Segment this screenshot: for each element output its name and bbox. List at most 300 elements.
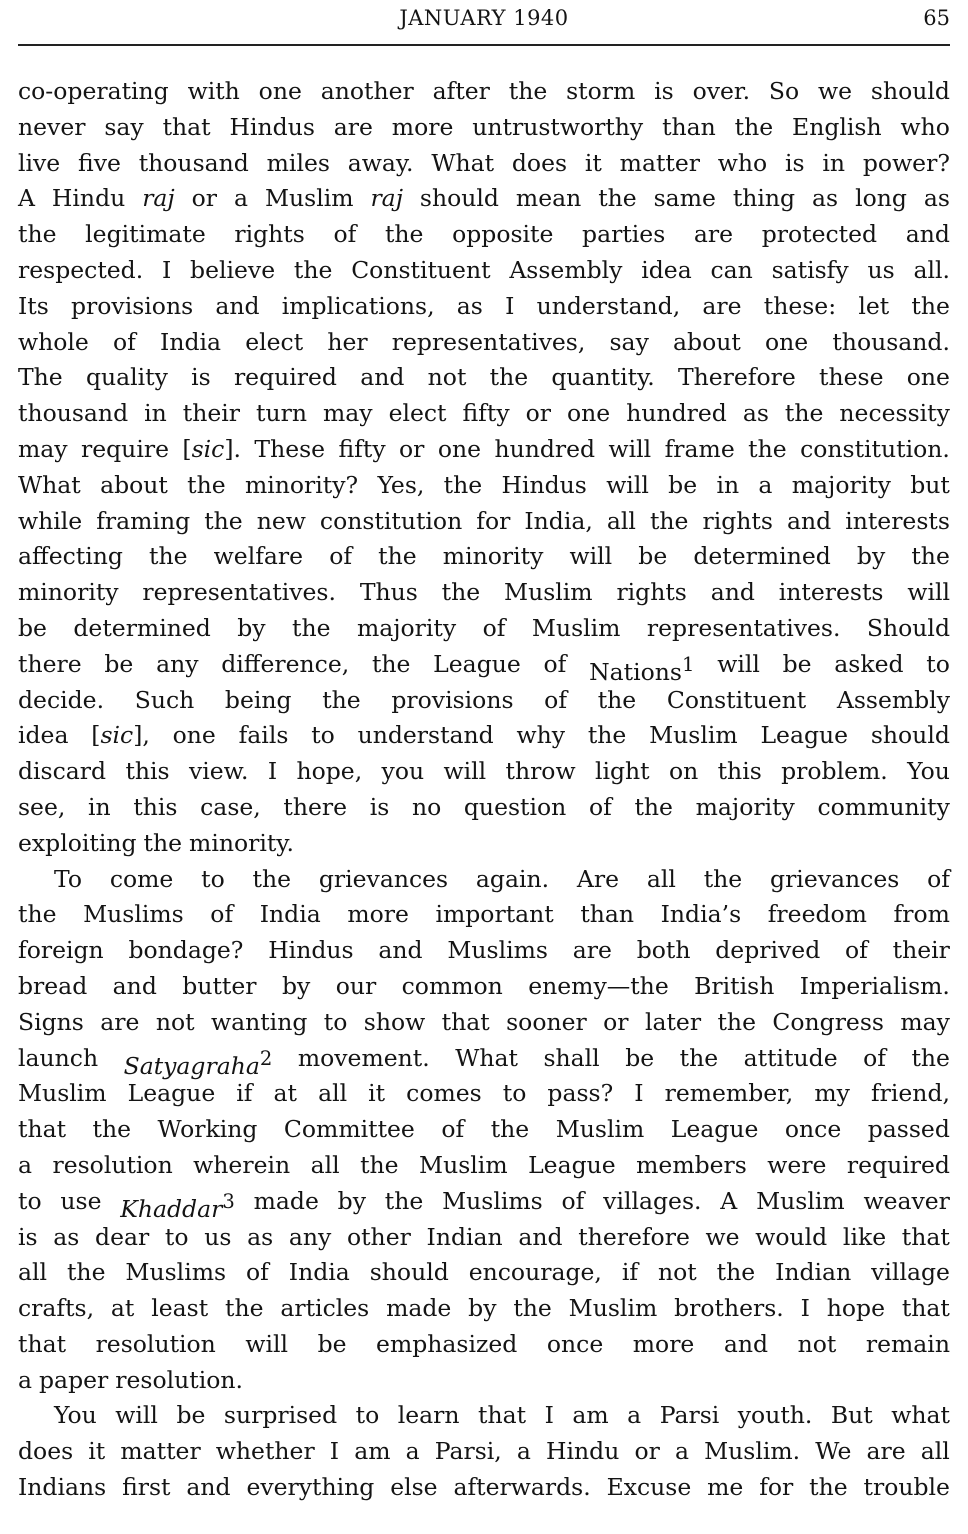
- text: will: [606, 470, 649, 499]
- text: elect: [245, 327, 304, 356]
- text: British: [694, 971, 775, 1000]
- word: [513, 1291, 552, 1327]
- text: this: [717, 757, 762, 786]
- text: no: [411, 792, 442, 821]
- text: grievances: [318, 864, 449, 893]
- text: Yes,: [377, 470, 425, 499]
- text-line: [18, 504, 950, 540]
- word: [863, 1041, 886, 1077]
- text: of: [863, 1043, 886, 1072]
- word: [866, 1327, 950, 1363]
- word: [358, 718, 494, 754]
- text: I: [634, 1079, 644, 1108]
- word: [512, 146, 567, 182]
- word: [718, 754, 762, 790]
- word: [444, 468, 483, 504]
- text: representatives.: [646, 613, 841, 642]
- word: [582, 217, 665, 253]
- word: [224, 1398, 337, 1434]
- word: [428, 360, 467, 396]
- footnote-marker: 3: [222, 1189, 235, 1213]
- text: that: [901, 1294, 950, 1323]
- word: [88, 1434, 105, 1470]
- word: [100, 468, 168, 504]
- text: Indian: [426, 1222, 503, 1251]
- word: [322, 683, 361, 719]
- word: [204, 504, 243, 540]
- word: [239, 718, 289, 754]
- word: [758, 468, 772, 504]
- text: Parsi: [659, 1401, 720, 1430]
- word: [900, 1005, 950, 1041]
- text: idea: [18, 721, 69, 750]
- word: [662, 110, 716, 146]
- word: [562, 1184, 585, 1220]
- text: afterwards.: [453, 1473, 591, 1502]
- word: [204, 1220, 231, 1256]
- word: [254, 432, 325, 468]
- word: [891, 1398, 950, 1434]
- word: [863, 1184, 949, 1220]
- word: [319, 862, 448, 898]
- text-line: [18, 1363, 950, 1399]
- word: [609, 432, 652, 468]
- word: [113, 325, 136, 361]
- text: the: [717, 1007, 756, 1036]
- text: are: [572, 936, 612, 965]
- text: pass?: [547, 1079, 614, 1108]
- word: [88, 790, 111, 826]
- text: grievances: [770, 864, 900, 893]
- text: a: [758, 470, 773, 499]
- text: that: [162, 112, 211, 141]
- text: [: [182, 434, 192, 463]
- text: both: [636, 936, 691, 965]
- text: one: [906, 363, 950, 392]
- word: [245, 1327, 288, 1363]
- word: [18, 396, 128, 432]
- text: Congress: [772, 1007, 884, 1036]
- text: or: [191, 184, 218, 213]
- word: [18, 1291, 94, 1327]
- word: [491, 1112, 530, 1148]
- text: and: [378, 936, 423, 965]
- text: the: [18, 220, 57, 249]
- word: [246, 1255, 269, 1291]
- text: as: [247, 1222, 274, 1251]
- text: opposite: [452, 220, 554, 249]
- text: by: [337, 1186, 366, 1215]
- word: [547, 1076, 613, 1112]
- text: and: [112, 971, 157, 1000]
- word: [855, 181, 907, 217]
- text: League: [760, 721, 849, 750]
- word: [257, 504, 306, 540]
- word: [18, 1220, 38, 1256]
- text: the: [716, 1258, 756, 1287]
- text: by: [237, 613, 266, 642]
- text: would: [755, 1222, 828, 1251]
- text: more: [347, 900, 409, 929]
- text: should: [419, 184, 499, 213]
- text-line: [18, 1148, 950, 1184]
- text: ].: [224, 434, 241, 463]
- text: asked: [834, 649, 904, 678]
- word: [702, 289, 741, 325]
- text: will: [245, 1329, 289, 1358]
- word: [907, 360, 950, 396]
- word: [755, 1220, 827, 1256]
- word: [18, 432, 68, 468]
- word: [115, 1398, 158, 1434]
- word: [900, 110, 949, 146]
- text: the: [18, 900, 57, 929]
- text: friend,: [870, 1079, 950, 1108]
- text: the: [748, 434, 787, 463]
- text-line: [18, 1398, 950, 1434]
- text: the: [378, 542, 417, 571]
- word: [216, 1434, 315, 1470]
- word: [311, 718, 335, 754]
- word: [625, 1041, 654, 1077]
- text: will: [115, 1401, 158, 1430]
- text: in: [88, 792, 111, 821]
- word: [509, 74, 548, 110]
- word: [634, 1076, 643, 1112]
- word: [867, 611, 950, 647]
- text-line: [18, 1076, 950, 1112]
- text: English: [792, 112, 882, 141]
- text: over.: [692, 77, 751, 105]
- word: [620, 146, 700, 182]
- word: [769, 74, 799, 110]
- text: on: [668, 757, 699, 786]
- text: butter: [182, 971, 257, 1000]
- text: case,: [200, 792, 261, 821]
- text: not: [657, 1258, 697, 1287]
- word: [370, 790, 390, 826]
- text: of: [329, 542, 353, 571]
- text-line: [18, 1184, 950, 1223]
- text: rights: [616, 578, 687, 607]
- text: welfare: [213, 542, 304, 571]
- text: rights: [234, 220, 305, 249]
- word: [673, 325, 741, 361]
- text: Muslims: [125, 1258, 227, 1287]
- word: [572, 1398, 608, 1434]
- word: [431, 146, 494, 182]
- text-line: [18, 647, 950, 686]
- text: exploiting: [18, 828, 137, 857]
- word: [160, 325, 221, 361]
- body-text: [18, 74, 950, 1506]
- word: [18, 1184, 42, 1220]
- text: any: [156, 649, 199, 678]
- word: [39, 1363, 108, 1399]
- word: [188, 74, 240, 110]
- word: [556, 1112, 645, 1148]
- text: after: [432, 77, 490, 105]
- word: [318, 1327, 347, 1363]
- text: the: [66, 1258, 106, 1287]
- text: affecting: [18, 542, 123, 571]
- text: Hindus: [229, 112, 315, 141]
- text: learn: [397, 1401, 460, 1430]
- text-line: [18, 289, 950, 325]
- text: the: [490, 1115, 530, 1144]
- word: [463, 396, 510, 432]
- text: that: [18, 1329, 67, 1358]
- word: [660, 1398, 720, 1434]
- word: [762, 217, 877, 253]
- text: Nations: [589, 657, 682, 686]
- italic-text: raj: [142, 184, 175, 213]
- word: [18, 897, 57, 933]
- word: [182, 432, 241, 468]
- text: necessity: [839, 399, 950, 428]
- word: [78, 146, 121, 182]
- text: were: [767, 1150, 827, 1179]
- word: [442, 1184, 543, 1220]
- paragraph: [18, 1398, 950, 1505]
- text: the: [911, 1043, 950, 1072]
- word: [142, 575, 336, 611]
- text-line: [18, 74, 950, 110]
- word: [268, 933, 353, 969]
- word: [544, 683, 567, 719]
- text: the: [597, 685, 637, 714]
- text: Muslim: [264, 184, 354, 213]
- word: [506, 754, 576, 790]
- text: fifty: [338, 434, 386, 463]
- word: [907, 575, 950, 611]
- text: is: [369, 792, 390, 821]
- word: [18, 253, 143, 289]
- word: [292, 611, 331, 647]
- word: [360, 360, 404, 396]
- word: [724, 1327, 768, 1363]
- text: us: [867, 255, 895, 284]
- word: [517, 718, 566, 754]
- word: [282, 969, 310, 1005]
- word: [569, 1291, 658, 1327]
- text: a: [405, 1437, 420, 1466]
- word: [831, 1398, 873, 1434]
- word: [135, 683, 195, 719]
- word: [871, 718, 950, 754]
- text: Muslim: [649, 721, 738, 750]
- word: [817, 790, 949, 826]
- text: Muslim: [504, 578, 593, 607]
- text: crafts,: [18, 1294, 95, 1323]
- text: all.: [913, 255, 950, 284]
- text: new: [256, 506, 306, 535]
- text: freedom: [767, 900, 867, 929]
- text-line: [18, 1434, 950, 1470]
- text: India,: [524, 506, 593, 535]
- word: [506, 1005, 587, 1041]
- word: [18, 181, 35, 217]
- word: [372, 647, 411, 683]
- word: [647, 862, 676, 898]
- text: matter: [619, 148, 700, 177]
- word: [289, 1220, 331, 1256]
- text: it: [584, 148, 602, 177]
- word: [245, 468, 358, 504]
- word: [501, 468, 586, 504]
- text: to: [18, 1186, 42, 1215]
- word: [438, 432, 481, 468]
- word: [783, 647, 812, 683]
- text-line: [18, 862, 950, 898]
- text: determined: [693, 542, 831, 571]
- word: [18, 325, 89, 361]
- word: [822, 146, 845, 182]
- text: be: [176, 1401, 206, 1430]
- text-line: [18, 1327, 950, 1363]
- text: are: [866, 1437, 906, 1466]
- word: [775, 1255, 851, 1291]
- text: hope,: [296, 757, 363, 786]
- word: [668, 468, 697, 504]
- word: [156, 1005, 195, 1041]
- text: Therefore: [677, 363, 796, 392]
- word: [711, 575, 755, 611]
- word: [800, 969, 950, 1005]
- text: later: [644, 1007, 702, 1036]
- word: [351, 253, 490, 289]
- word: [902, 1220, 950, 1256]
- text: about: [673, 327, 741, 356]
- text-line: [18, 683, 950, 719]
- text: the: [252, 864, 292, 893]
- text: constitution: [319, 506, 463, 535]
- word: [321, 74, 414, 110]
- word: [267, 146, 330, 182]
- word: [528, 1148, 616, 1184]
- text: resolution.: [115, 1365, 243, 1394]
- word: [230, 110, 315, 146]
- word: [759, 1470, 793, 1506]
- word: [871, 1255, 950, 1291]
- text: whether: [215, 1437, 315, 1466]
- word: [91, 718, 150, 754]
- word: [336, 969, 377, 1005]
- word: [237, 611, 265, 647]
- text: the: [360, 1150, 399, 1179]
- text: one: [437, 434, 482, 463]
- text: thousand: [18, 399, 129, 428]
- word: [634, 1434, 659, 1470]
- word: [54, 1398, 97, 1434]
- word: [60, 1184, 101, 1220]
- text: League: [127, 1079, 216, 1108]
- word: [360, 575, 418, 611]
- text: is: [785, 148, 805, 177]
- word: [720, 1184, 737, 1220]
- word: [73, 611, 210, 647]
- word: [406, 1076, 482, 1112]
- word: [764, 289, 836, 325]
- italic-text: Satyagraha: [123, 1051, 260, 1080]
- text: their: [892, 936, 950, 965]
- text: light: [594, 757, 650, 786]
- text: minority.: [189, 828, 294, 857]
- text: all: [318, 1079, 348, 1108]
- text: and: [215, 291, 260, 320]
- word: [122, 1470, 170, 1506]
- text: that: [18, 1115, 67, 1144]
- word: [857, 539, 885, 575]
- text: Assembly: [836, 685, 950, 714]
- text: first: [122, 1473, 171, 1502]
- word: [377, 468, 424, 504]
- text: am: [354, 1437, 391, 1466]
- text: again.: [475, 864, 550, 893]
- text: remember,: [664, 1079, 794, 1108]
- text: should: [870, 721, 950, 750]
- text: in: [822, 148, 846, 177]
- word: [182, 969, 256, 1005]
- text: Indian: [775, 1258, 852, 1287]
- word: [645, 1005, 701, 1041]
- word: [360, 1148, 399, 1184]
- word: [86, 360, 168, 396]
- text: should: [369, 1258, 449, 1287]
- text: deprived: [715, 936, 821, 965]
- text: me: [707, 1473, 744, 1502]
- word: [551, 360, 654, 396]
- word: [598, 181, 637, 217]
- text: use: [60, 1186, 102, 1215]
- text: is: [18, 1222, 38, 1251]
- text: the: [809, 1473, 848, 1502]
- text: brothers.: [674, 1294, 784, 1323]
- word: [386, 1291, 451, 1327]
- word: [772, 1005, 884, 1041]
- text: everything: [246, 1473, 375, 1502]
- word: [427, 1220, 503, 1256]
- text: co-operating: [18, 77, 169, 105]
- text: dear: [95, 1222, 150, 1251]
- text: the: [634, 792, 673, 821]
- word: [665, 432, 735, 468]
- word: [787, 504, 831, 540]
- text: members: [636, 1150, 747, 1179]
- text: movement.: [297, 1043, 430, 1072]
- text: We: [815, 1437, 852, 1466]
- text: the: [371, 649, 411, 678]
- text: we: [705, 1222, 740, 1251]
- text: not: [427, 363, 467, 392]
- text: will: [608, 434, 652, 463]
- text: shall: [543, 1043, 600, 1072]
- text: remain: [865, 1329, 950, 1358]
- word: [190, 253, 275, 289]
- word: [274, 1076, 297, 1112]
- word: [704, 1434, 800, 1470]
- text: throw: [505, 757, 576, 786]
- text: from: [893, 900, 950, 929]
- word: [589, 790, 612, 826]
- text: majority: [791, 470, 891, 499]
- word: [406, 1434, 420, 1470]
- text: important: [435, 900, 554, 929]
- word: [104, 110, 143, 146]
- word: [927, 862, 950, 898]
- word: [81, 432, 169, 468]
- text: of: [543, 649, 567, 678]
